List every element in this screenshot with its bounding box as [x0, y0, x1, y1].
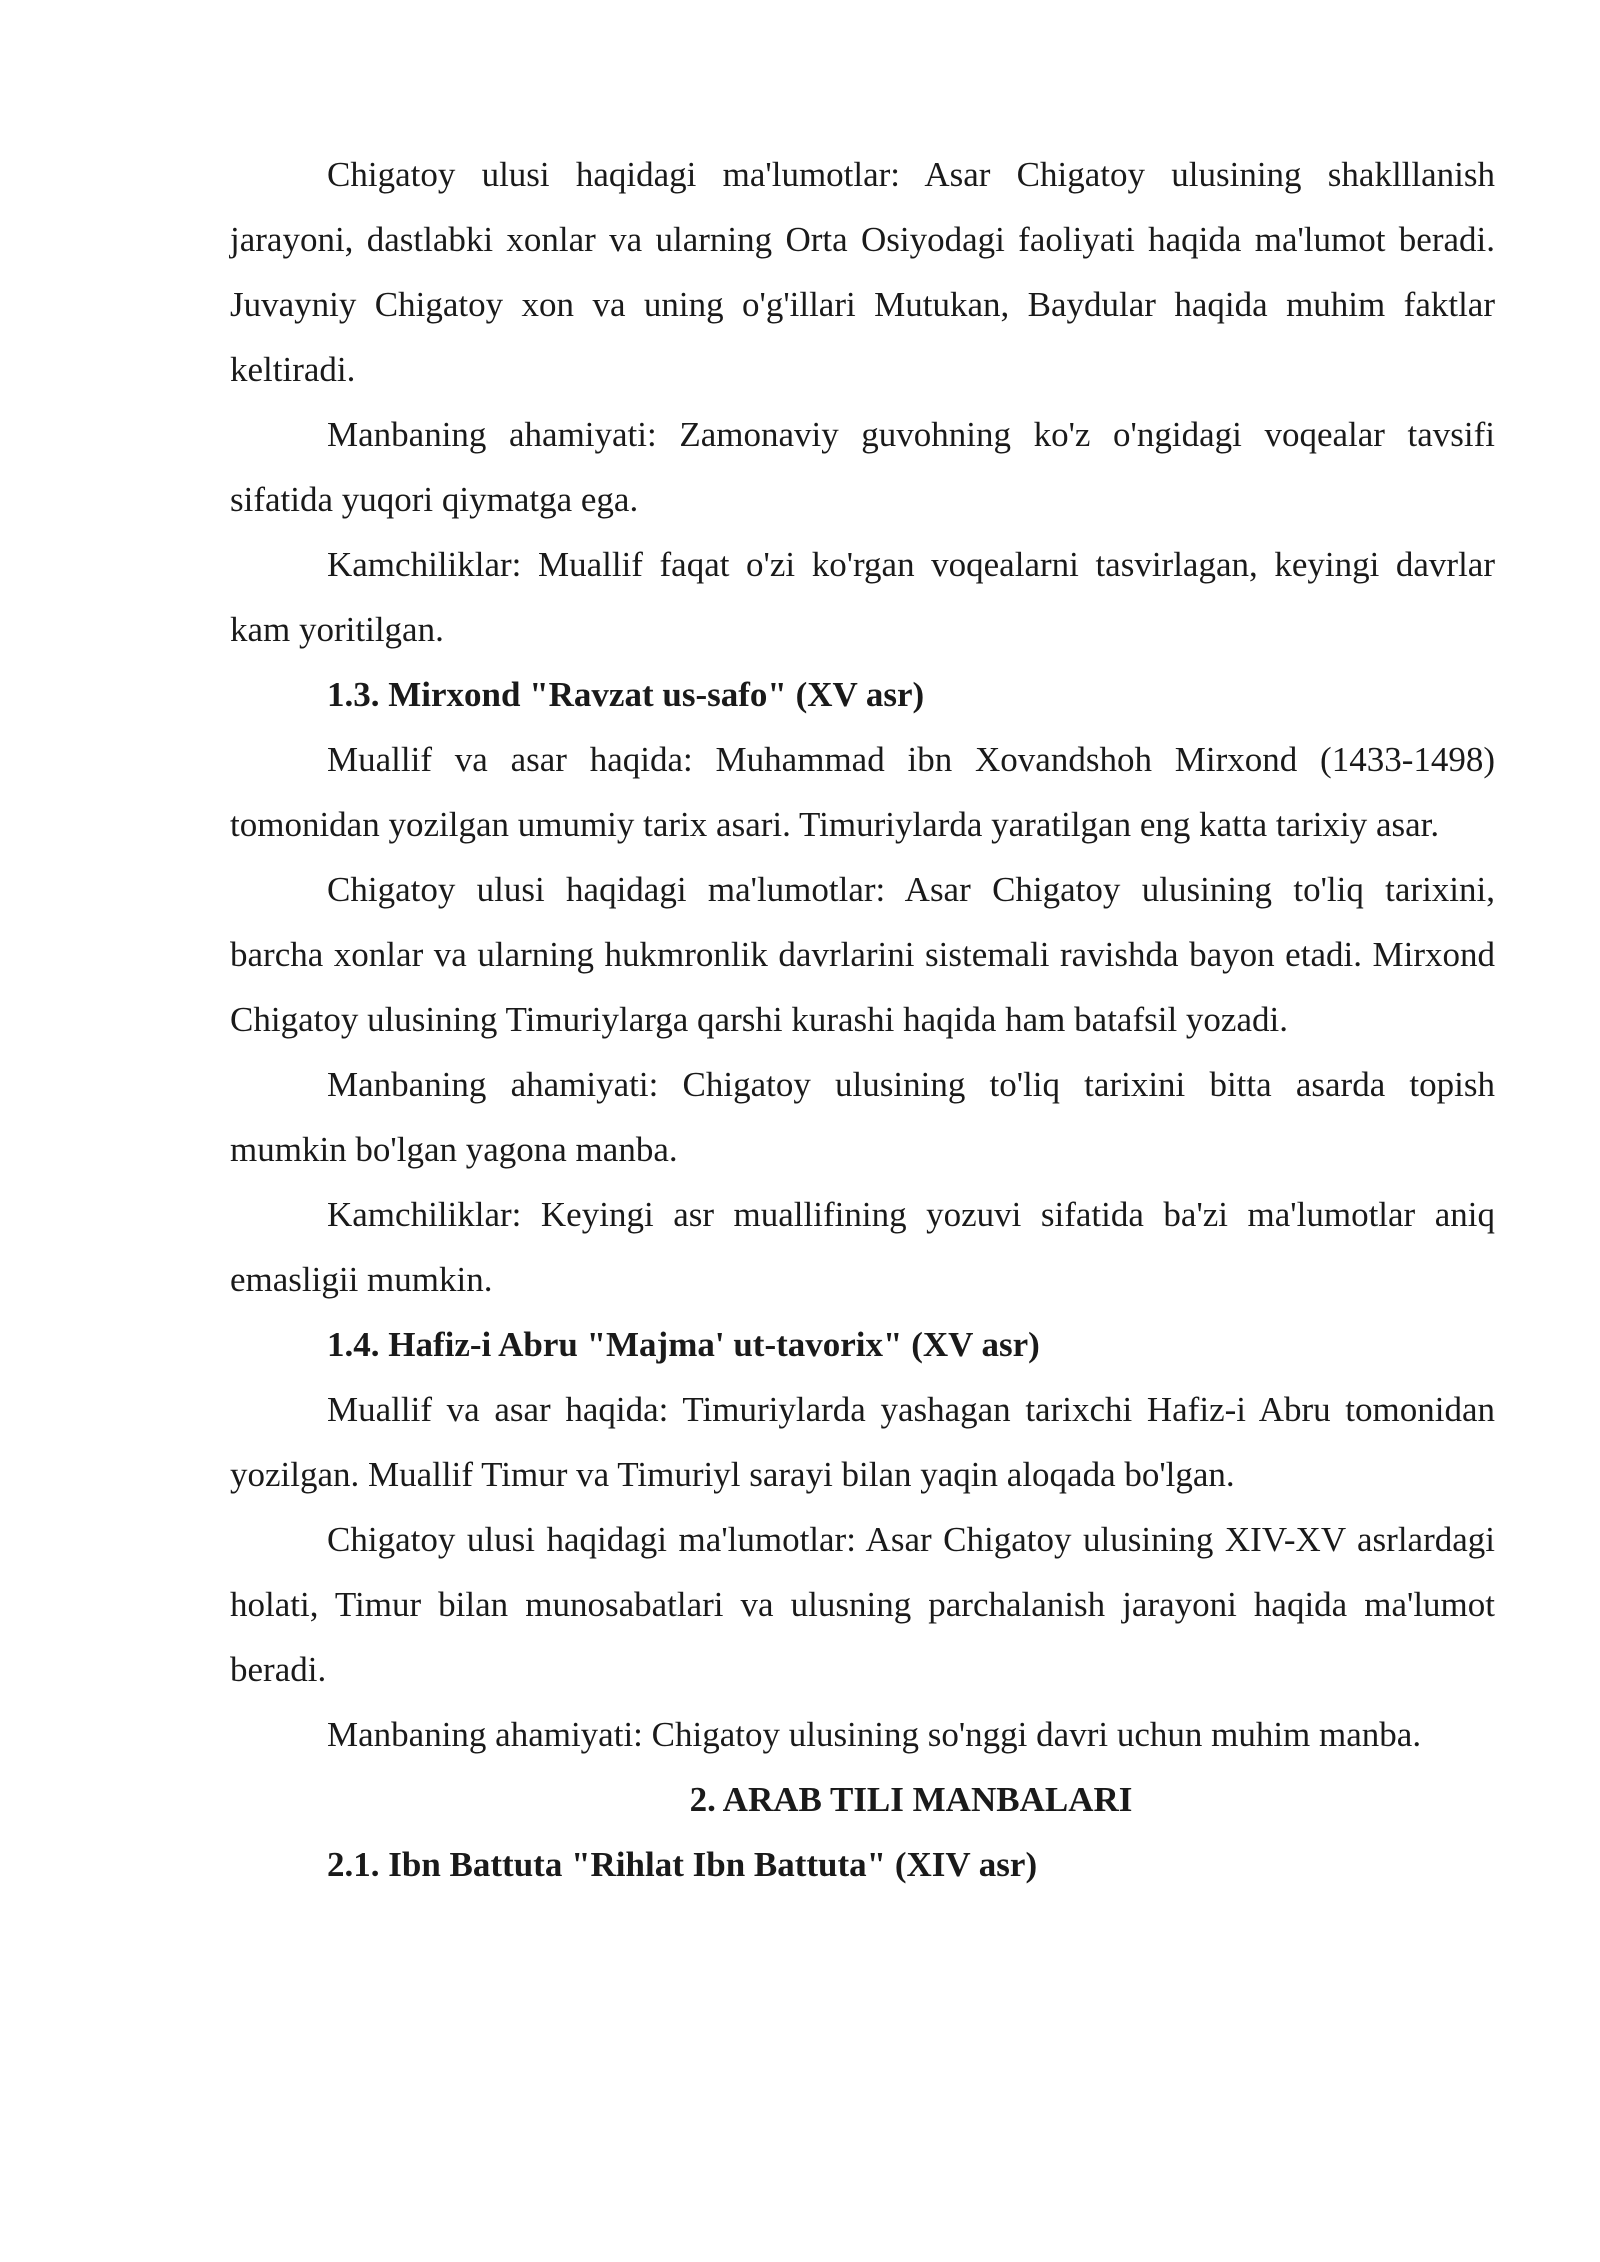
paragraph-author-hafiz-i-abru: Muallif va asar haqida: Timuriylarda yashagan tarixchi Hafiz-i Abru tomonidan yozilgan. Muallif Timur va Timuriyl sarayi bilan yaqin aloqada bo'lgan. [230, 1390, 1495, 1494]
document-page [230, 142, 1495, 1897]
subheading-mirxond: 1.3. Mirxond "Ravzat us-safo" (XV asr) [327, 675, 925, 714]
paragraph-significance-hafiz-i-abru: Manbaning ahamiyati: Chigatoy ulusining so'nggi davri uchun muhim manba. [327, 1715, 1422, 1754]
paragraph-shortcomings-1: Kamchiliklar: Muallif faqat o'zi ko'rgan voqealarni tasvirlagan, keyingi davrlar kam yoritilgan. [230, 545, 1495, 649]
subheading-ibn-battuta: 2.1. Ibn Battuta "Rihlat Ibn Battuta" (XIV asr) [327, 1845, 1038, 1884]
paragraph-significance-1: Manbaning ahamiyati: Zamonaviy guvohning ko'z o'ngidagi voqealar tavsifi sifatida yuqori qiymatga ega. [230, 415, 1495, 519]
subheading-hafiz-i-abru: 1.4. Hafiz-i Abru "Majma' ut-tavorix" (XV asr) [327, 1325, 1040, 1364]
paragraph-chigatoy-info-hafiz-i-abru: Chigatoy ulusi haqidagi ma'lumotlar: Asar Chigatoy ulusining XIV-XV asrlardagi holati, Timur bilan munosabatlari va ulusning parchalanish jarayoni haqida ma'lumot beradi. [230, 1520, 1495, 1689]
section-heading-arab-sources: 2. ARAB TILI MANBALARI [689, 1780, 1133, 1819]
paragraph-chigatoy-info-1: Chigatoy ulusi haqidagi ma'lumotlar: Asar Chigatoy ulusining shaklllanish jarayoni, dastlabki xonlar va ularning Orta Osiyodagi faoliyati haqida ma'lumot beradi. Juvayniy Chigatoy xon va uning o'g'illari Mutukan, Baydular haqida muhim faktlar keltiradi. [230, 155, 1495, 389]
paragraph-chigatoy-info-mirxond: Chigatoy ulusi haqidagi ma'lumotlar: Asar Chigatoy ulusining to'liq tarixini, barcha xonlar va ularning hukmronlik davrlarini sistemali ravishda bayon etadi. Mirxond Chigatoy ulusining Timuriylarga qarshi kurashi haqida ham batafsil yozadi. [230, 870, 1495, 1039]
paragraph-author-mirxond: Muallif va asar haqida: Muhammad ibn Xovandshoh Mirxond (1433-1498) tomonidan yozilgan umumiy tarix asari. Timuriylarda yaratilgan eng katta tarixiy asar. [230, 740, 1495, 844]
paragraph-shortcomings-mirxond: Kamchiliklar: Keyingi asr muallifining yozuvi sifatida ba'zi ma'lumotlar aniq emasligii mumkin. [230, 1195, 1495, 1299]
paragraph-significance-mirxond: Manbaning ahamiyati: Chigatoy ulusining to'liq tarixini bitta asarda topish mumkin bo'lgan yagona manba. [230, 1065, 1495, 1169]
